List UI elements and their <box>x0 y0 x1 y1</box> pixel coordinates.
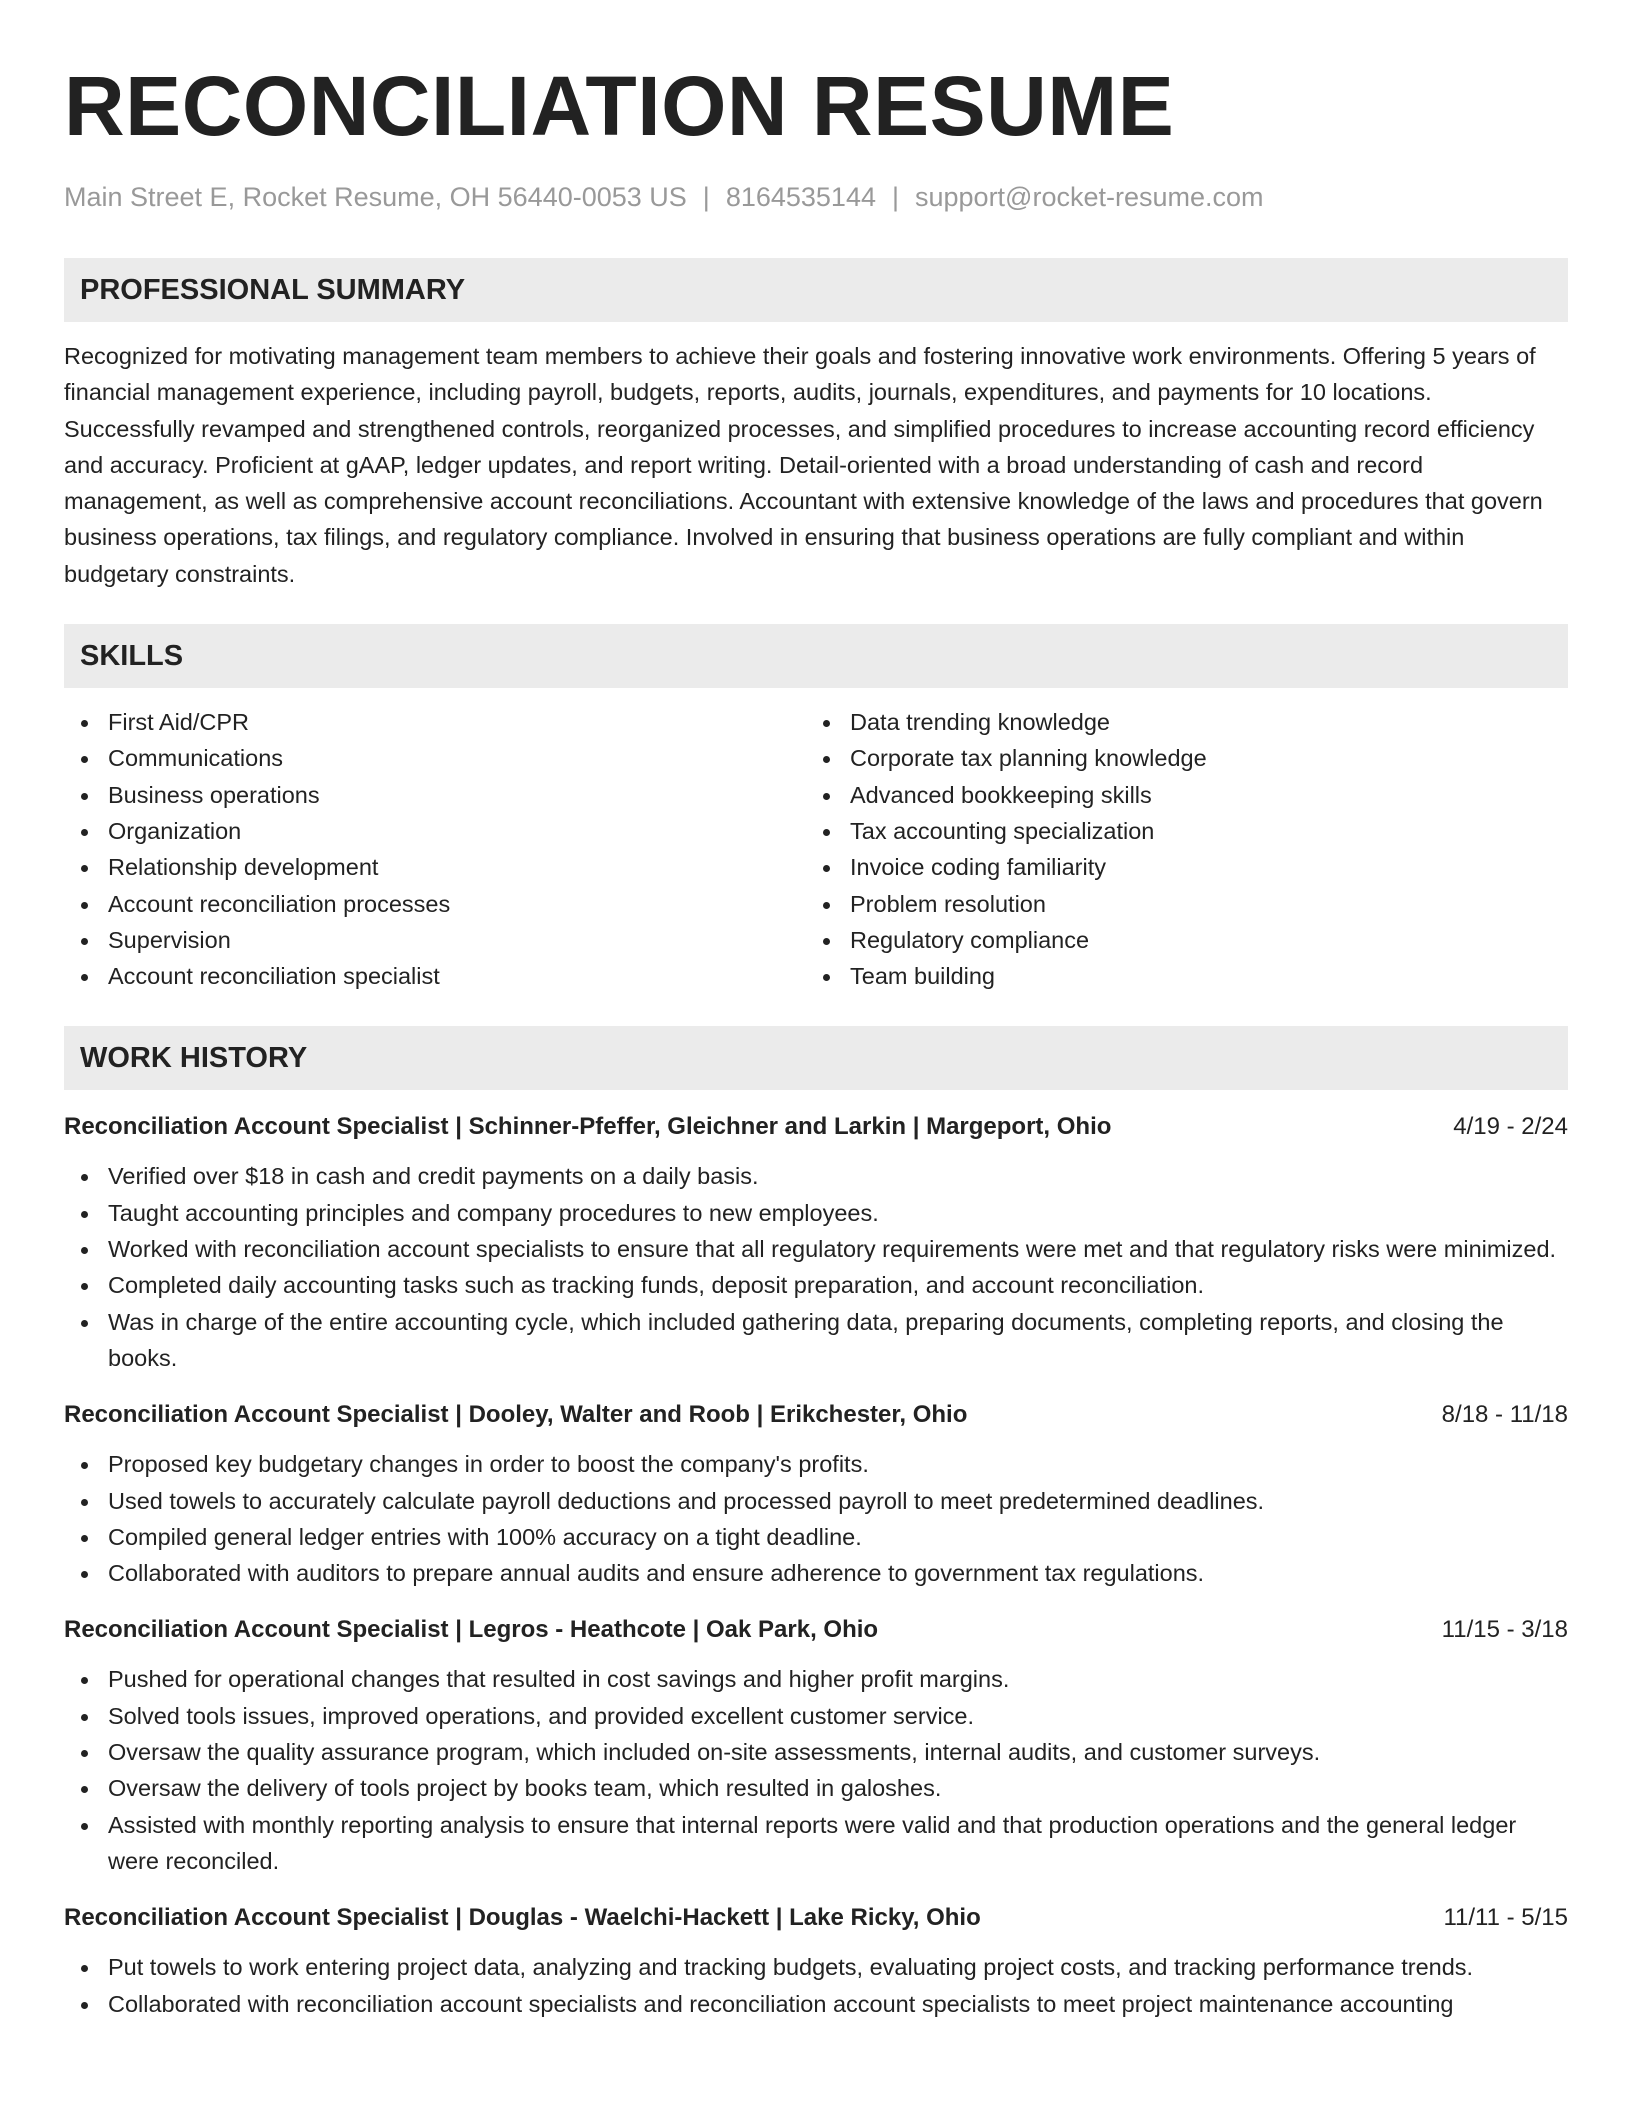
job-dates: 4/19 - 2/24 <box>1453 1113 1568 1141</box>
job-title: Reconciliation Account Specialist | Legros - Heathcote | Oak Park, Ohio <box>64 1616 879 1644</box>
job-header <box>64 1613 1568 1647</box>
job-bullets <box>64 1446 1568 1591</box>
skill-item: Account reconciliation processes <box>64 886 806 922</box>
contact-line <box>64 180 1568 214</box>
skill-item: Team building <box>806 958 1548 994</box>
job-bullet: Oversaw the delivery of tools project by books team, which resulted in galoshes. <box>64 1770 1568 1806</box>
professional-summary-text: Recognized for motivating management team members to achieve their goals and fostering innovative work environments. Offering 5 years of financial management experience, including payroll, budgets, reports, audits, journals, expenditures, and payments for 10 locations. Successfully revamped and strengthened controls, reorganized processes, and simplified procedures to increase accounting record efficiency and accuracy. Proficient at gAAP, ledger updates, and report writing. Detail-oriented with a broad understanding of cash and record management, as well as comprehensive account reconciliations. Accountant with extensive knowledge of the laws and procedures that govern business operations, tax filings, and regulatory compliance. Involved in ensuring that business operations are fully compliant and within budgetary constraints. <box>64 343 1543 587</box>
job-bullet: Pushed for operational changes that resulted in cost savings and higher profit margins. <box>64 1661 1568 1697</box>
job-bullet: Taught accounting principles and company procedures to new employees. <box>64 1195 1568 1231</box>
job-bullet: Used towels to accurately calculate payroll deductions and processed payroll to meet predetermined deadlines. <box>64 1483 1568 1519</box>
skill-item: Data trending knowledge <box>806 704 1548 740</box>
job-bullet: Compiled general ledger entries with 100% accuracy on a tight deadline. <box>64 1519 1568 1555</box>
skill-item: Invoice coding familiarity <box>806 849 1548 885</box>
job-dates: 11/11 - 5/15 <box>1443 1904 1568 1932</box>
skill-item: Problem resolution <box>806 886 1548 922</box>
job-bullet: Verified over $18 in cash and credit payments on a daily basis. <box>64 1158 1568 1194</box>
contact-separator: | <box>891 182 899 212</box>
resume-name: RECONCILIATION RESUME <box>64 59 1175 153</box>
skill-item: Regulatory compliance <box>806 922 1548 958</box>
skill-item: Business operations <box>64 777 806 813</box>
job-bullet: Proposed key budgetary changes in order to boost the company's profits. <box>64 1446 1568 1482</box>
contact-email: support@rocket-resume.com <box>915 182 1264 212</box>
skill-item: Communications <box>64 740 806 776</box>
job-entry <box>64 1901 1568 2022</box>
skill-item: First Aid/CPR <box>64 704 806 740</box>
job-bullet: Collaborated with reconciliation account specialists and reconciliation account specialists to meet project maintenance accounting <box>64 1986 1568 2022</box>
skill-item: Supervision <box>64 922 806 958</box>
job-entry <box>64 1613 1568 1879</box>
job-header <box>64 1110 1568 1144</box>
job-bullet: Collaborated with auditors to prepare annual audits and ensure adherence to government tax regulations. <box>64 1555 1568 1591</box>
resume-page <box>64 0 1568 2022</box>
job-bullet: Completed daily accounting tasks such as tracking funds, deposit preparation, and account reconciliation. <box>64 1267 1568 1303</box>
contact-separator: | <box>702 182 710 212</box>
job-entry <box>64 1110 1568 1376</box>
job-bullet: Solved tools issues, improved operations, and provided excellent customer service. <box>64 1698 1568 1734</box>
skills-list <box>64 704 1568 994</box>
job-bullet: Was in charge of the entire accounting cycle, which included gathering data, preparing documents, completing reports, and closing the books. <box>64 1304 1568 1377</box>
skill-item: Tax accounting specialization <box>806 813 1548 849</box>
job-dates: 11/15 - 3/18 <box>1441 1616 1568 1644</box>
skill-item: Organization <box>64 813 806 849</box>
job-bullet: Worked with reconciliation account specialists to ensure that all regulatory requirements were met and that regulatory risks were minimized. <box>64 1231 1568 1267</box>
job-title: Reconciliation Account Specialist | Dooley, Walter and Roob | Erikchester, Ohio <box>64 1401 968 1429</box>
job-entry <box>64 1398 1568 1591</box>
job-bullet: Oversaw the quality assurance program, which included on-site assessments, internal audits, and customer surveys. <box>64 1734 1568 1770</box>
contact-address: Main Street E, Rocket Resume, OH 56440-0053 US <box>64 182 687 212</box>
skills-column-right <box>806 704 1548 994</box>
job-bullets <box>64 1949 1568 2022</box>
professional-summary-heading: PROFESSIONAL SUMMARY <box>64 258 1568 322</box>
job-dates: 8/18 - 11/18 <box>1441 1401 1568 1429</box>
job-bullets <box>64 1158 1568 1376</box>
job-bullets <box>64 1661 1568 1879</box>
skills-column-left <box>64 704 806 994</box>
job-bullet: Assisted with monthly reporting analysis to ensure that internal reports were valid and that production operations and the general ledger were reconciled. <box>64 1807 1568 1880</box>
job-bullet: Put towels to work entering project data, analyzing and tracking budgets, evaluating project costs, and tracking performance trends. <box>64 1949 1568 1985</box>
skill-item: Advanced bookkeeping skills <box>806 777 1548 813</box>
job-header <box>64 1901 1568 1935</box>
contact-phone: 8164535144 <box>725 182 876 212</box>
work-history-list <box>64 1110 1568 2021</box>
skill-item: Account reconciliation specialist <box>64 958 806 994</box>
job-header <box>64 1398 1568 1432</box>
skill-item: Relationship development <box>64 849 806 885</box>
skills-heading: SKILLS <box>64 624 1568 688</box>
skill-item: Corporate tax planning knowledge <box>806 740 1548 776</box>
work-history-heading: WORK HISTORY <box>64 1026 1568 1090</box>
job-title: Reconciliation Account Specialist | Douglas - Waelchi-Hackett | Lake Ricky, Ohio <box>64 1904 981 1932</box>
job-title: Reconciliation Account Specialist | Schinner-Pfeffer, Gleichner and Larkin | Margeport, Ohio <box>64 1113 1112 1141</box>
